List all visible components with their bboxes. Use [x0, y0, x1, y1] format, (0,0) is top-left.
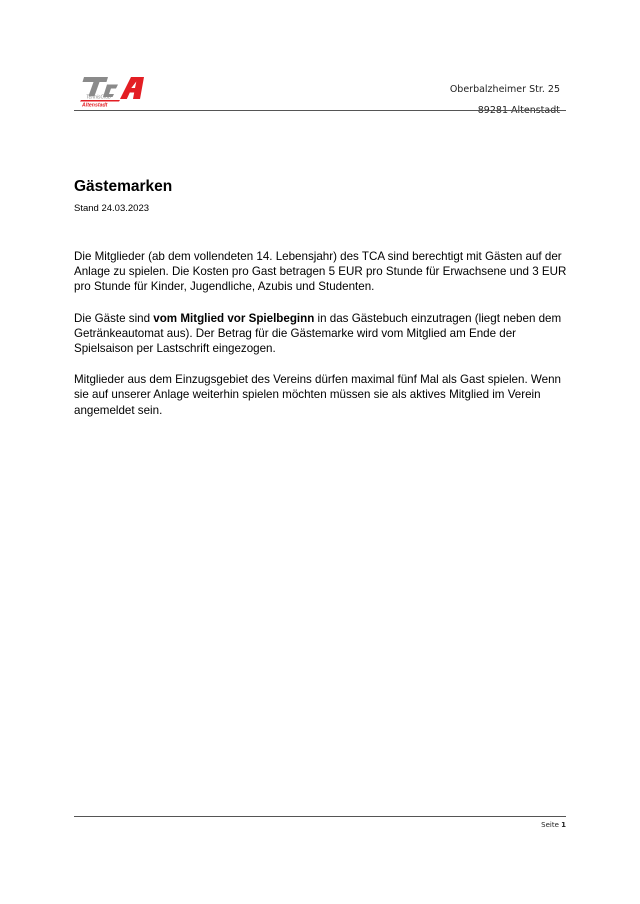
page-title: Gästemarken	[74, 178, 173, 195]
document-body	[74, 249, 574, 434]
page-label: Seite	[541, 821, 559, 829]
tca-logo-mark	[78, 74, 158, 108]
page-number	[541, 821, 566, 829]
paragraph-guestbook-end: in das Gästebuch einzutragen (liegt neben dem Getränkeautomat aus). Der Betrag für die Gästemarke wird vom Mitglied am Ende der Spielsaison per Lastschrift eingezogen.	[74, 311, 562, 356]
address-city: 89281 Altenstadt	[477, 105, 560, 116]
logo-line2: Altenstadt	[82, 102, 108, 108]
paragraph-guestbook	[74, 311, 574, 357]
club-address	[450, 79, 560, 121]
page-number-value: 1	[561, 821, 566, 829]
paragraph-guest-limit: Mitglieder aus dem Einzugsgebiet des Vereins dürfen maximal fünf Mal als Gast spielen. Wenn sie auf unserer Anlage weiterhin spielen möchten müssen sie als aktives Mitglied im Verein angemeldet sein.	[74, 373, 561, 417]
paragraph-guest-fees: Die Mitglieder (ab dem vollendeten 14. Lebensjahr) des TCA sind berechtigt mit Gästen auf der Anlage zu spielen. Die Kosten pro Gast betragen 5 EUR pro Stunde für Erwachsene und 3 EUR pro Stunde für Kinder, Jugendliche, Azubis und Studenten.	[74, 250, 567, 294]
tca-logo	[78, 74, 158, 108]
footer-divider	[74, 816, 566, 817]
paragraph-guestbook-start: Die Gäste sind	[74, 311, 154, 325]
paragraph-guestbook-emphasis: vom Mitglied vor Spielbeginn	[153, 311, 315, 325]
document-date: Stand 24.03.2023	[74, 203, 150, 214]
logo-line1: TennisClub	[86, 94, 111, 101]
address-street: Oberbalzheimer Str. 25	[449, 84, 560, 95]
header-divider	[74, 110, 566, 111]
